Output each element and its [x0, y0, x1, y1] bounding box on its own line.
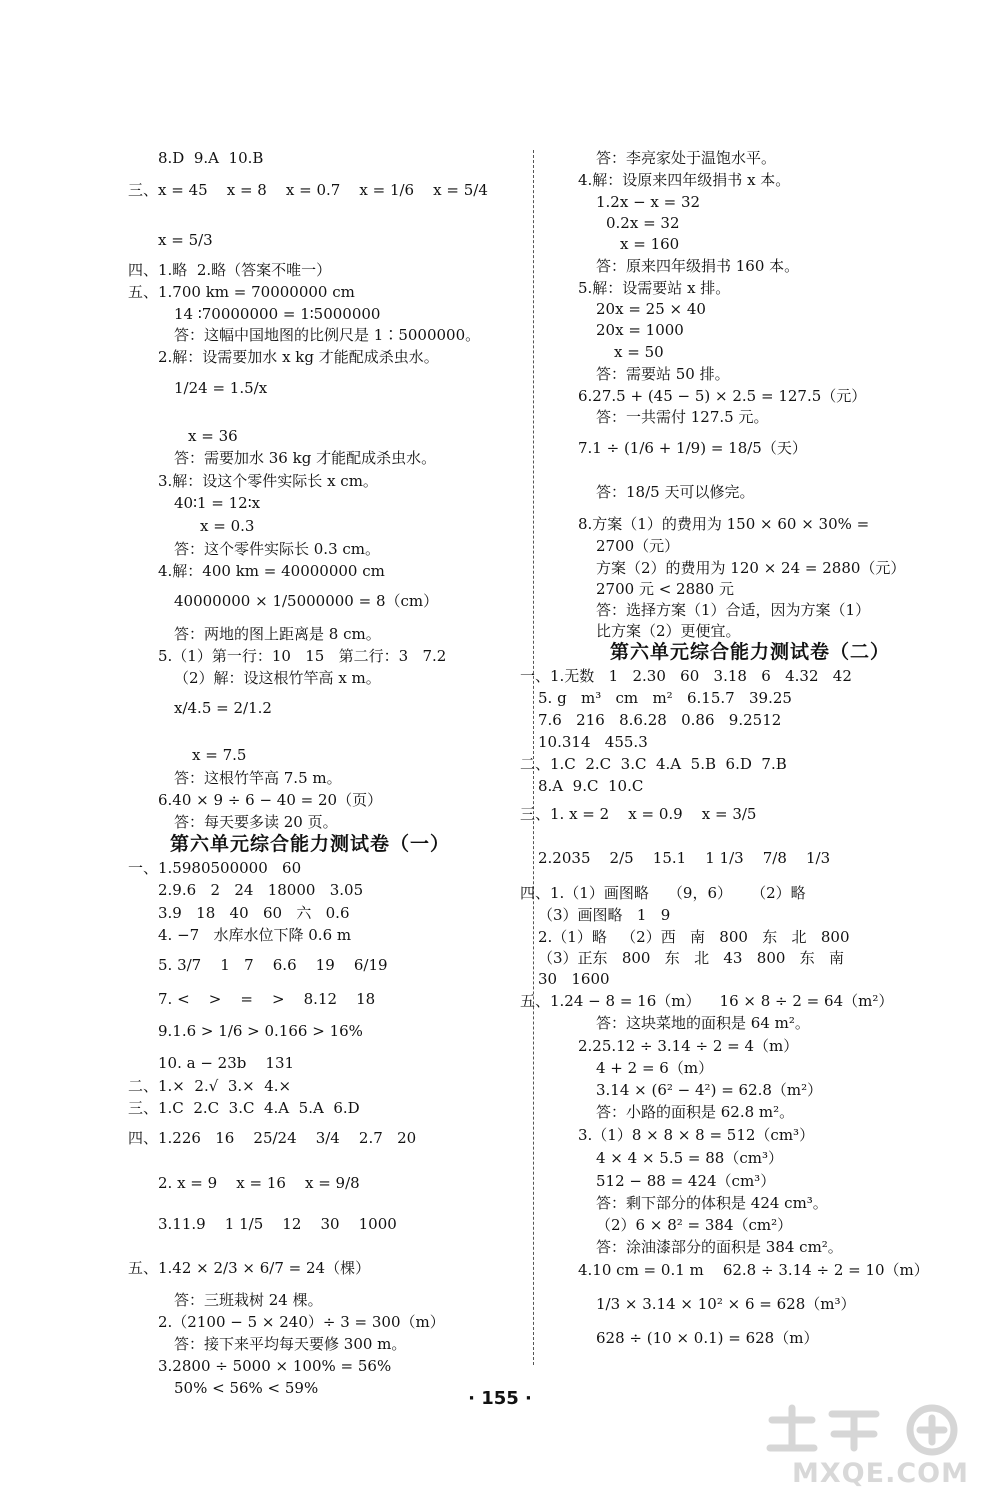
answer-line: 四、1.226 16 25/24 3/4 2.7 20: [128, 1129, 417, 1147]
answer-line: 4 + 2 = 6（m）: [596, 1059, 714, 1077]
answer-line: 二、1.× 2.√ 3.× 4.×: [128, 1077, 292, 1095]
answer-line: 三、1. x = 2 x = 0.9 x = 3/5: [520, 805, 757, 823]
answer-line: 3.9 18 40 60 六 0.6: [158, 904, 350, 922]
answer-line: x = 7.5: [192, 746, 247, 764]
answer-line: 2700（元）: [596, 537, 680, 555]
answer-line: 30 1600: [538, 970, 610, 988]
answer-line: 答：剩下部分的体积是 424 cm³。: [596, 1194, 828, 1212]
answer-line: 3.14 × (6² − 4²) = 62.8（m²）: [596, 1081, 823, 1099]
answer-line: 40∶1 = 12∶x: [174, 494, 261, 512]
answer-line: 6.40 × 9 ÷ 6 − 40 = 20（页）: [158, 791, 383, 809]
answer-line: 二、1.C 2.C 3.C 4.A 5.B 6.D 7.B: [520, 755, 787, 773]
answer-line: 4.解：400 km = 40000000 cm: [158, 562, 385, 580]
answer-line: 2.解：设需要加水 x kg 才能配成杀虫水。: [158, 348, 439, 366]
answer-line: x/4.5 = 2/1.2: [174, 699, 272, 717]
answer-line: x = 160: [620, 235, 680, 253]
answer-line: 9.1.6 > 1/6 > 0.166 > 16%: [158, 1022, 363, 1040]
answer-line: x = 50: [614, 343, 664, 361]
answer-line: 7.6 216 8.6.28 0.86 9.2512: [538, 711, 782, 729]
answer-line: 2700 元 < 2880 元: [596, 580, 734, 598]
answer-line: 五、1.700 km = 70000000 cm: [128, 283, 355, 301]
section-heading: 第六单元综合能力测试卷（二）: [610, 641, 891, 663]
answer-line: 四、1.（1）画图略 （9，6） （2）略: [520, 884, 806, 902]
answer-line: 2.（2100 − 5 × 240）÷ 3 = 300（m）: [158, 1313, 445, 1331]
answer-line: 1/3 × 3.14 × 10² × 6 = 628（m³）: [596, 1295, 856, 1313]
answer-line: 40000000 × 1/5000000 = 8（cm）: [174, 592, 439, 610]
answer-line: 答：这幅中国地图的比例尺是 1∶5000000。: [174, 326, 481, 344]
answer-line: 答：接下来平均每天要修 300 m。: [174, 1335, 407, 1353]
answer-line: 4.10 cm = 0.1 m 62.8 ÷ 3.14 ÷ 2 = 10（m）: [578, 1261, 929, 1279]
answer-line: 一、1.无数 1 2.30 60 3.18 6 4.32 42: [520, 667, 852, 685]
answer-line: 答：需要加水 36 kg 才能配成杀虫水。: [174, 449, 437, 467]
answer-line: 20x = 25 × 40: [596, 300, 706, 318]
answer-line: 答：两地的图上距离是 8 cm。: [174, 625, 381, 643]
answer-line: 答：每天要多读 20 页。: [174, 813, 338, 831]
answer-line: 2. x = 9 x = 16 x = 9/8: [158, 1174, 360, 1192]
answer-line: 答：涂油漆部分的面积是 384 cm²。: [596, 1238, 843, 1256]
answer-line: 7. < > = > 8.12 18: [158, 990, 376, 1008]
answer-line: 8.方案（1）的费用为 150 × 60 × 30% =: [578, 515, 870, 533]
answer-line: 5.解：设需要站 x 排。: [578, 279, 731, 297]
answer-line: 2.9.6 2 24 18000 3.05: [158, 881, 364, 899]
answer-line: 4.解：设原来四年级捐书 x 本。: [578, 171, 791, 189]
answer-line: 答：三班栽树 24 棵。: [174, 1291, 323, 1309]
answer-line: 1/24 = 1.5/x: [174, 379, 268, 397]
answer-line: 答：小路的面积是 62.8 m²。: [596, 1103, 795, 1121]
answer-line: （3）画图略 1 9: [538, 906, 671, 924]
answer-line: x = 5/3: [158, 231, 213, 249]
answer-line: 7.1 ÷ (1/6 + 1/9) = 18/5（天）: [578, 439, 807, 457]
answer-line: 答：需要站 50 排。: [596, 365, 730, 383]
answer-line: 10.314 455.3: [538, 733, 648, 751]
answer-line: 50% < 56% < 59%: [174, 1379, 319, 1397]
answer-line: 5. g m³ cm m² 6.15.7 39.25: [538, 689, 792, 707]
answer-line: 8.D 9.A 10.B: [158, 149, 264, 167]
answer-line: 3.解：设这个零件实际长 x cm。: [158, 472, 378, 490]
answer-line: 三、x = 45 x = 8 x = 0.7 x = 1/6 x = 5/4: [128, 181, 488, 199]
answer-line: 2.（1）略 （2）西 南 800 东 北 800: [538, 928, 850, 946]
answer-line: 答：这个零件实际长 0.3 cm。: [174, 540, 381, 558]
answer-line: 3.11.9 1 1/5 12 30 1000: [158, 1215, 397, 1233]
answer-line: 0.2x = 32: [606, 214, 680, 232]
answer-line: 628 ÷ (10 × 0.1) = 628（m）: [596, 1329, 819, 1347]
answer-line: 答：李亮家处于温饱水平。: [596, 149, 777, 167]
answer-line: 2.2035 2/5 15.1 1 1/3 7/8 1/3: [538, 849, 831, 867]
answer-line: （3）正东 800 东 北 43 800 东 南: [538, 949, 845, 967]
answer-line: 五、1.42 × 2/3 × 6/7 = 24（棵）: [128, 1259, 371, 1277]
answer-line: 5. 3/7 1 7 6.6 19 6/19: [158, 956, 388, 974]
answer-line: 3.2800 ÷ 5000 × 100% = 56%: [158, 1357, 392, 1375]
answer-line: x = 36: [188, 427, 238, 445]
answer-line: 方案（2）的费用为 120 × 24 = 2880（元）: [596, 559, 906, 577]
answer-line: 比方案（2）更便宜。: [596, 622, 741, 640]
answer-line: （2）6 × 8² = 384（cm²）: [596, 1216, 793, 1234]
answer-line: 答：这块菜地的面积是 64 m²。: [596, 1014, 810, 1032]
answer-line: 512 − 88 = 424（cm³）: [596, 1172, 776, 1190]
answer-line: 6.27.5 + (45 − 5) × 2.5 = 127.5（元）: [578, 387, 867, 405]
answer-line: 5.（1）第一行：10 15 第二行：3 7.2: [158, 647, 447, 665]
answer-line: 五、1.24 − 8 = 16（m） 16 × 8 ÷ 2 = 64（m²）: [520, 992, 894, 1010]
answer-line: 8.A 9.C 10.C: [538, 777, 644, 795]
answer-line: （2）解：设这根竹竿高 x m。: [174, 669, 381, 687]
answer-line: 一、1.5980500000 60: [128, 859, 302, 877]
answer-line: 答：原来四年级捐书 160 本。: [596, 257, 800, 275]
answer-line: 4. −7 水库水位下降 0.6 m: [158, 926, 352, 944]
section-heading: 第六单元综合能力测试卷（一）: [170, 833, 451, 855]
answer-line: 14 ∶70000000 = 1∶5000000: [174, 305, 381, 323]
answer-line: 答：一共需付 127.5 元。: [596, 408, 769, 426]
answer-line: 答：18/5 天可以修完。: [596, 483, 755, 501]
answer-line: 10. a − 23b 131: [158, 1054, 295, 1072]
answer-line: 4 × 4 × 5.5 = 88（cm³）: [596, 1149, 783, 1167]
answer-line: 3.（1）8 × 8 × 8 = 512（cm³）: [578, 1126, 815, 1144]
answer-line: 20x = 1000: [596, 321, 684, 339]
answer-line: 三、1.C 2.C 3.C 4.A 5.A 6.D: [128, 1099, 360, 1117]
page-number: · 155 ·: [468, 1388, 532, 1409]
answer-line: 四、1.略 2.略（答案不唯一）: [128, 261, 332, 279]
answer-line: x = 0.3: [200, 517, 255, 535]
watermark-text: MXQE.COM: [792, 1458, 969, 1489]
answer-line: 答：选择方案（1）合适，因为方案（1）: [596, 601, 871, 619]
answer-line: 2.25.12 ÷ 3.14 ÷ 2 = 4（m）: [578, 1037, 799, 1055]
answer-line: 答：这根竹竿高 7.5 m。: [174, 769, 342, 787]
answer-line: 1.2x − x = 32: [596, 193, 701, 211]
